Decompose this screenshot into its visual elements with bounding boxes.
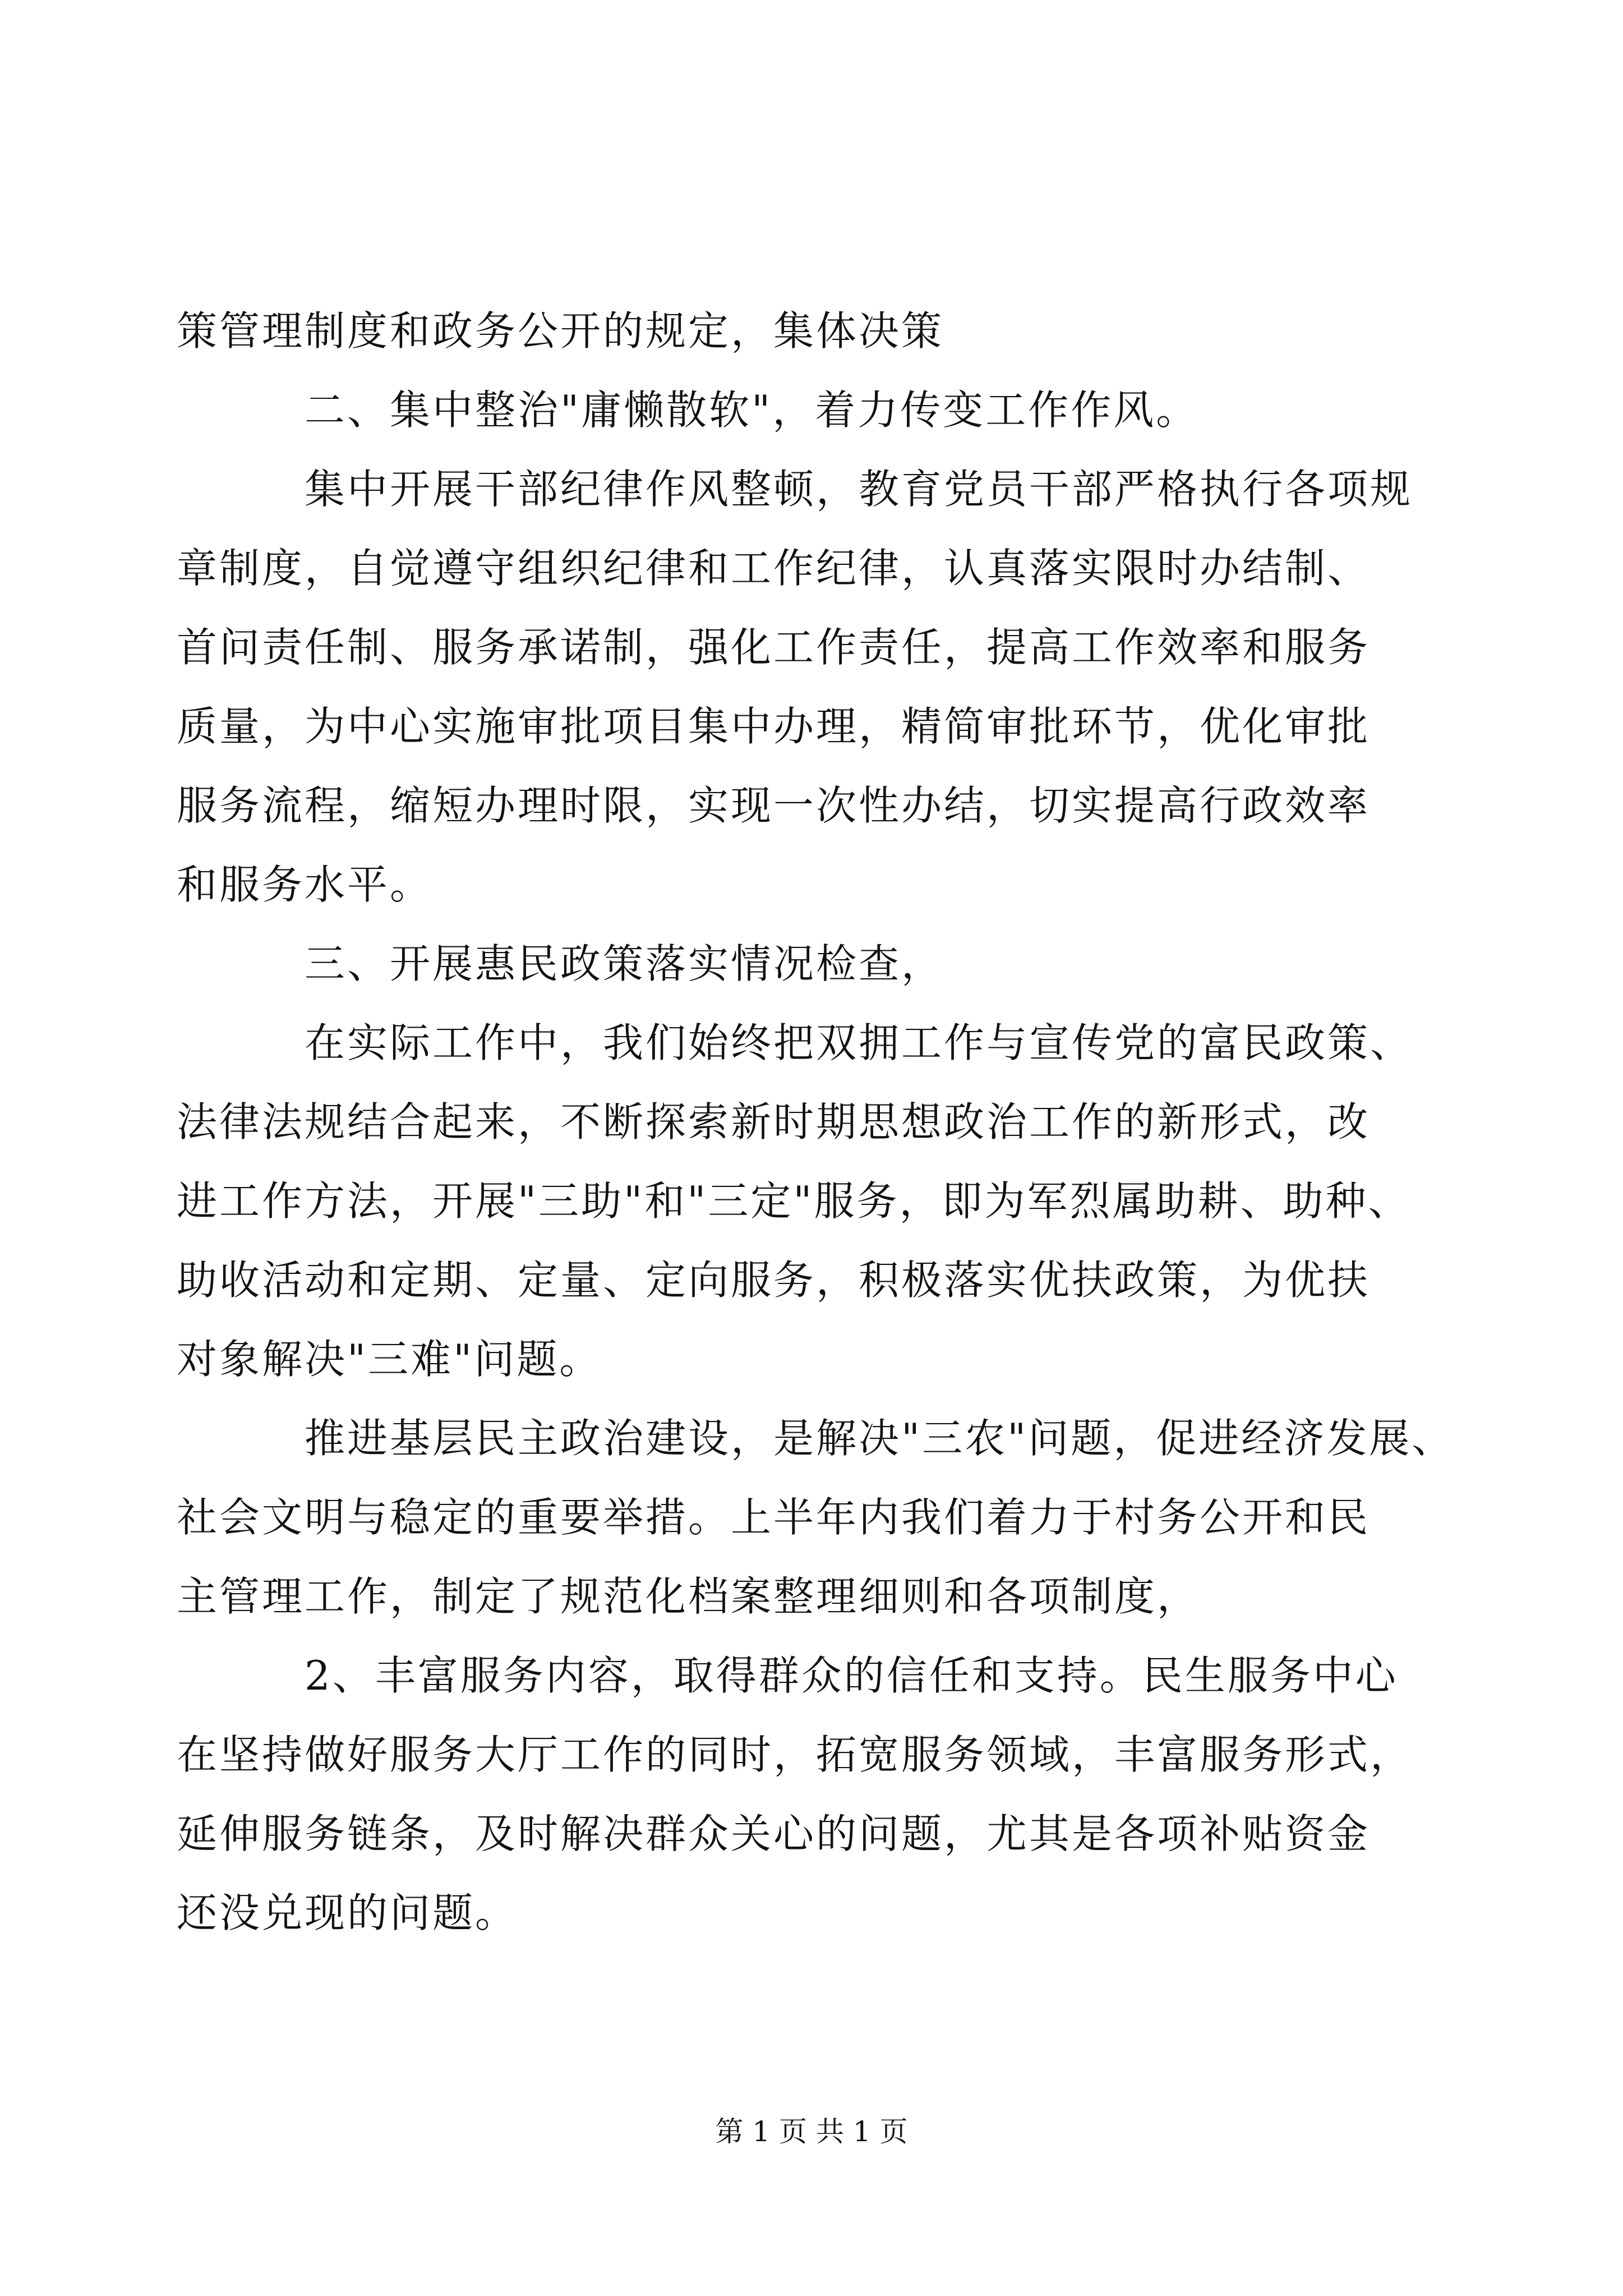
paragraph (177, 292, 1427, 371)
paragraph (177, 1636, 1427, 1953)
text-line: 在实际工作中，我们始终把双拥工作与宣传党的富民政策、 (305, 1019, 1413, 1066)
text-line: 推进基层民主政治建设，是解决"三农"问题，促进经济发展、 (305, 1415, 1455, 1462)
text-line: 延伸服务链条，及时解决群众关心的问题，尤其是各项补贴资金 (177, 1810, 1371, 1857)
paragraph (177, 1004, 1427, 1399)
text-line: 还没兑现的问题。 (177, 1889, 518, 1936)
text-line: 章制度，自觉遵守组织纪律和工作纪律，认真落实限时办结制、 (177, 545, 1371, 592)
text-line: 助收活动和定期、定量、定向服务，积极落实优扶政策，为优扶 (177, 1257, 1371, 1304)
text-line: 集中开展干部纪律作风整顿，教育党员干部严格执行各项规 (305, 466, 1413, 513)
paragraph (177, 1399, 1455, 1636)
document-body (177, 292, 1455, 1953)
text-line: 2、丰富服务内容，取得群众的信任和支持。民生服务中心 (305, 1652, 1398, 1699)
text-line: 主管理工作，制定了规范化档案整理细则和各项制度， (177, 1573, 1200, 1620)
text-line: 社会文明与稳定的重要举措。上半年内我们着力于村务公开和民 (177, 1494, 1371, 1541)
page-number-label: 第 1 页 共 1 页 (715, 2115, 908, 2148)
text-line: 二、集中整治"庸懒散软"，着力传变工作作风。 (305, 386, 1199, 434)
text-line: 对象解决"三难"问题。 (177, 1336, 602, 1383)
text-line: 服务流程，缩短办理时限，实现一次性办结，切实提高行政效率 (177, 782, 1371, 829)
text-line: 法律法规结合起来，不断探索新时期思想政治工作的新形式，改 (177, 1098, 1371, 1145)
text-line: 和服务水平。 (177, 861, 433, 908)
text-line: 首问责任制、服务承诺制，强化工作责任，提高工作效率和服务 (177, 624, 1371, 671)
text-line: 质量，为中心实施审批项目集中办理，精简审批环节，优化审批 (177, 703, 1371, 750)
text-line: 三、开展惠民政策落实情况检查， (305, 940, 944, 987)
paragraph (177, 371, 1427, 450)
text-line: 在坚持做好服务大厅工作的同时，拓宽服务领域，丰富服务形式， (177, 1731, 1413, 1778)
paragraph (177, 924, 1427, 1004)
page-footer (0, 2112, 1623, 2151)
text-line: 进工作方法，开展"三助"和"三定"服务，即为军烈属助耕、助种、 (177, 1177, 1411, 1225)
paragraph (177, 450, 1427, 924)
text-line: 策管理制度和政务公开的规定，集体决策 (177, 307, 944, 355)
